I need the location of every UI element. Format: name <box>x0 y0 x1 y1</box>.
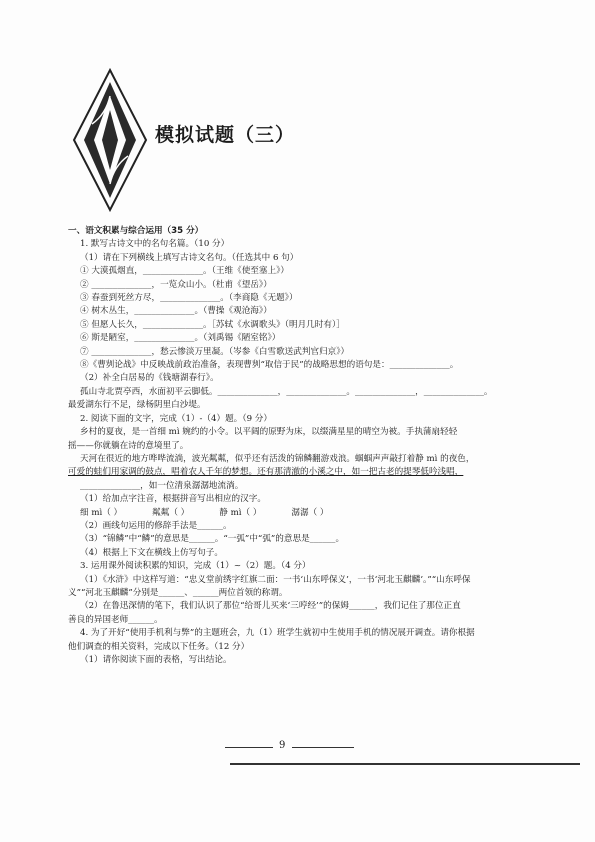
question-3-part-2-cont: 善良的异国老师______。 <box>68 614 163 625</box>
poem-line: ① 大漠孤烟直，______________。（王维《使至塞上》） <box>80 266 289 277</box>
question-3-part-2: （2）在鲁迅深情的笔下，我们认识了那位“给哥儿买来‘三哼经’”的保姆______，我们记住了那位正直 <box>80 601 461 612</box>
poem-text: 最爱湖东行不足，绿杨阴里白沙堤。 <box>68 400 206 411</box>
question-2-part-1: （1）给加点字注音，根据拼音写出相应的汉字。 <box>80 494 266 505</box>
poem-line: ⑤ 但愿人长久，______________。［苏轼《水调歌头》（明月几时有）］ <box>80 319 345 330</box>
exam-content <box>68 225 538 667</box>
poem-line: ⑦ ______________，愁云惨淡万里凝。（岑参《白雪歌送武判官归京》） <box>80 346 350 357</box>
poem-line: ④ 树木丛生，______________。（曹操《观沧海》） <box>80 306 272 317</box>
poem-line: ② ______________，一览众山小。（杜甫《望岳》） <box>80 279 272 290</box>
question-3-part-1: （1）《水浒》中这样写道：“忠义堂前绣字红旗二面：一书‘山东呼保义’，一书‘河北玉麒麟’。”“山东呼保 <box>80 574 471 585</box>
question-2-part-4: （4）根据上下文在横线上仿写句子。 <box>80 547 223 558</box>
section-heading: 一、语文积累与综合运用（35 分） <box>68 226 204 236</box>
page-number: 9 <box>279 740 286 751</box>
pinyin-row <box>68 507 538 520</box>
pinyin-item: 粼粼（ ） <box>152 507 190 518</box>
pinyin-item: 细 mì（ ） <box>80 507 123 518</box>
passage-line: 乡村的夏夜，是一首细 mì 婉约的小令。以平阔的原野为床，以缀满星星的晴空为被。手执蒲扇轻轻 <box>80 427 458 438</box>
passage-line: ______________，如一位清泉潺潺地流淌。 <box>80 480 244 491</box>
poem-line: ⑧《曹刿论战》中反映战前政治准备，表现曹刿“取信于民”的战略思想的语句是：______________。 <box>80 360 459 371</box>
question-3: 3. 运用课外阅读积累的知识，完成（1）~（2）题。（4 分） <box>80 561 311 572</box>
poem-line: ⑥ 斯是陋室，______________。（刘禹锡《陋室铭》） <box>80 333 281 344</box>
question-2: 2. 阅读下面的文字，完成（1）-（4）题。（9 分） <box>80 413 272 424</box>
footer-rule-right <box>292 747 354 748</box>
passage-line: 天河在很近的地方哗哗流淌，波光粼粼，似乎还有活泼的锦鳞翻游戏浪。蝈蝈声声敲打着静 mì 的夜色， <box>80 453 475 464</box>
poem-text: 孤山寺北贾亭西，水面初平云脚低。______________，______________。______________，______________。 <box>80 386 493 397</box>
pinyin-item: 静 mì（ ） <box>219 507 262 518</box>
question-4-part-1: （1）请你阅读下面的表格，写出结论。 <box>80 655 232 665</box>
passage-line: 摇——你就躺在诗的意境里了。 <box>68 440 189 451</box>
pinyin-item: 潺潺（ ） <box>291 507 329 518</box>
question-2-part-2: （2）画线句运用的修辞手法是______。 <box>80 520 232 531</box>
decorative-diamond-emblem <box>70 66 150 214</box>
passage-line: 可爱的蛙们用家调的鼓点，唱着农人千年的梦想。还有那清澈的小溪之中，如一把古老的提琴低吟浅唱， <box>68 467 464 478</box>
question-4-cont: 他们调查的相关资料，完成以下任务。（12 分） <box>68 641 250 652</box>
question-1: 1. 默写古诗文中的名句名篇。（10 分） <box>80 239 230 250</box>
page-title: 模拟试题（三） <box>155 124 296 146</box>
poem-line: ③ 春蚕到死丝方尽，______________。（李商隐《无题》） <box>80 293 298 304</box>
question-1-part-2: （2）补全白居易的《钱塘湖春行》。 <box>80 373 219 384</box>
question-3-part-1-cont: 义”“河北玉麒麟”分别是______、______两位首领的称谓。 <box>68 587 288 598</box>
question-1-part-1: （1）请在下列横线上填写古诗文名句。（任选其中 6 句） <box>80 252 299 263</box>
footer-rule-left <box>225 747 273 748</box>
question-2-part-3: （3）“锦鳞”中“鳞”的意思是______。“一弧”中“弧”的意思是______。 <box>80 534 345 545</box>
footer-rule-bottom <box>230 763 580 765</box>
question-4: 4. 为了开好“使用手机利与弊”的主题班会，九（1）班学生就初中生使用手机的情况展开调查。请你根据 <box>80 628 475 639</box>
